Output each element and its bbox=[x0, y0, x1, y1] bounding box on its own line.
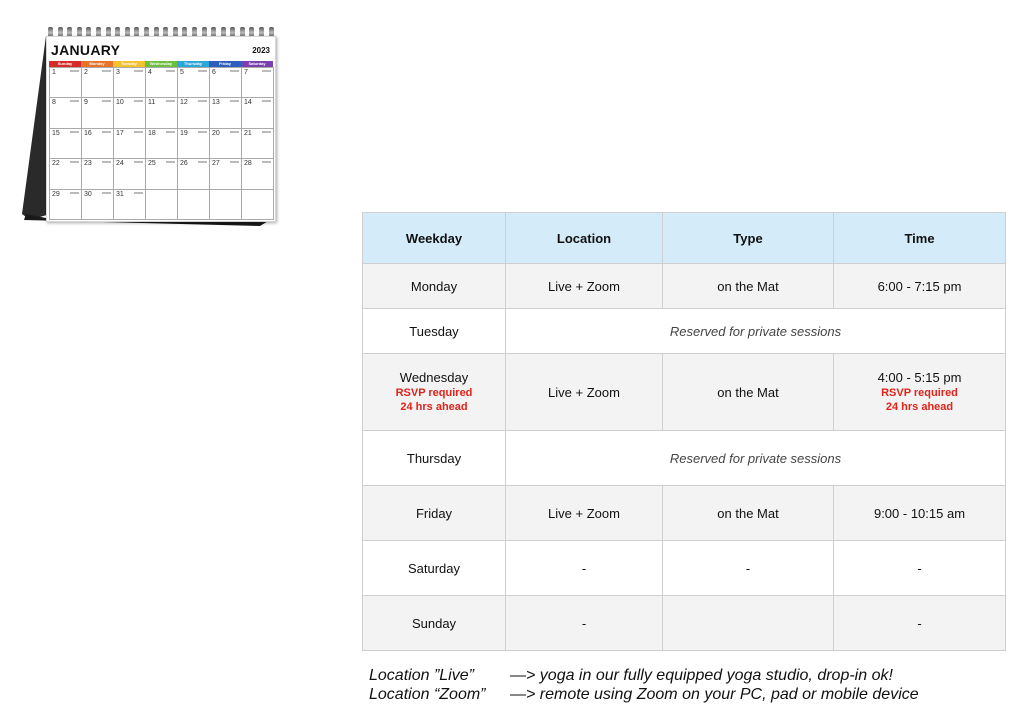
calendar-date-cell bbox=[114, 159, 146, 189]
calendar-date-number: 24 bbox=[116, 160, 124, 168]
calendar-date-cell bbox=[114, 98, 146, 128]
calendar-date-annotation bbox=[70, 70, 79, 72]
calendar-date-annotation bbox=[102, 100, 111, 102]
calendar-date-cell bbox=[82, 159, 114, 189]
table-header-row bbox=[363, 213, 1006, 264]
cell-location: Live + Zoom bbox=[506, 486, 663, 541]
cell-weekday: Friday bbox=[363, 486, 506, 541]
rsvp-lead-time: 24 hrs ahead bbox=[885, 401, 954, 413]
cell-location: - bbox=[506, 596, 663, 651]
calendar-weekday-label: Monday bbox=[81, 61, 113, 67]
calendar-date-cell bbox=[178, 68, 210, 98]
cell-weekday: Sunday bbox=[363, 596, 506, 651]
calendar-date-number: 3 bbox=[116, 69, 120, 76]
cell-location: Live + Zoom bbox=[506, 264, 663, 309]
calendar-date-cell bbox=[178, 129, 210, 159]
calendar-date-annotation bbox=[134, 100, 143, 102]
calendar-date-number: 18 bbox=[148, 129, 156, 137]
header-location: Location bbox=[506, 213, 663, 264]
cell-type: on the Mat bbox=[663, 486, 834, 541]
calendar-date-cell bbox=[114, 190, 146, 220]
calendar-date-annotation bbox=[70, 161, 79, 163]
cell-time: - bbox=[834, 596, 1006, 651]
calendar-date-cell bbox=[242, 129, 274, 159]
calendar-date-cell bbox=[242, 98, 274, 128]
calendar-date-annotation bbox=[166, 131, 175, 133]
calendar-date-annotation bbox=[134, 161, 143, 163]
time-label: 4:00 - 5:15 pm bbox=[877, 370, 962, 385]
calendar-date-annotation bbox=[102, 70, 111, 72]
header-time: Time bbox=[834, 213, 1006, 264]
calendar-date-number: 16 bbox=[84, 129, 92, 137]
calendar-date-annotation bbox=[166, 100, 175, 102]
calendar-date-cell bbox=[82, 190, 114, 220]
table-row-friday bbox=[363, 486, 1006, 541]
cell-type: on the Mat bbox=[663, 264, 834, 309]
calendar-date-cell bbox=[242, 159, 274, 189]
calendar-date-number: 2 bbox=[84, 69, 88, 76]
calendar-date-number: 6 bbox=[212, 69, 216, 76]
cell-time bbox=[834, 354, 1006, 431]
calendar-date-annotation bbox=[70, 131, 79, 133]
calendar-date-number: 9 bbox=[84, 99, 88, 107]
calendar-date-cell bbox=[242, 190, 274, 220]
calendar-date-annotation bbox=[134, 192, 143, 194]
calendar-date-number: 8 bbox=[52, 99, 56, 107]
calendar-date-annotation bbox=[262, 100, 271, 102]
calendar-weekday-label: Saturday bbox=[241, 61, 273, 67]
calendar-date-cell bbox=[50, 129, 82, 159]
calendar-date-number: 26 bbox=[180, 160, 188, 168]
calendar-date-cell bbox=[146, 129, 178, 159]
calendar-date-number: 14 bbox=[244, 99, 252, 107]
legend-term: Location ”Live” bbox=[369, 667, 474, 684]
calendar-date-cell bbox=[114, 68, 146, 98]
calendar-date-number: 30 bbox=[84, 190, 92, 198]
calendar-date-cell bbox=[146, 190, 178, 220]
calendar-date-cell bbox=[50, 190, 82, 220]
calendar-date-number: 27 bbox=[212, 160, 220, 168]
calendar-date-annotation bbox=[102, 161, 111, 163]
cell-location: Live + Zoom bbox=[506, 354, 663, 431]
cell-reserved-note: Reserved for private sessions bbox=[506, 431, 1006, 486]
cell-location: - bbox=[506, 541, 663, 596]
calendar-date-cell bbox=[178, 190, 210, 220]
calendar-month: JANUARY bbox=[51, 42, 121, 58]
calendar-date-cell bbox=[50, 98, 82, 128]
calendar-date-annotation bbox=[230, 100, 239, 102]
calendar-date-number: 21 bbox=[244, 129, 252, 137]
calendar-date-annotation bbox=[166, 70, 175, 72]
calendar-date-cell bbox=[210, 68, 242, 98]
calendar-year: 2023 bbox=[252, 46, 270, 55]
calendar-date-number: 12 bbox=[180, 99, 188, 107]
calendar-date-number: 28 bbox=[244, 160, 252, 168]
header-weekday: Weekday bbox=[363, 213, 506, 264]
legend-description: —> remote using Zoom on your PC, pad or mobile device bbox=[510, 686, 919, 703]
calendar-date-number: 4 bbox=[148, 69, 152, 76]
calendar-date-annotation bbox=[198, 70, 207, 72]
legend-row-zoom bbox=[369, 685, 1009, 704]
cell-weekday: Monday bbox=[363, 264, 506, 309]
calendar-date-annotation bbox=[102, 192, 111, 194]
calendar-date-cell bbox=[82, 68, 114, 98]
cell-type bbox=[663, 596, 834, 651]
calendar-date-cell bbox=[210, 190, 242, 220]
calendar-grid bbox=[49, 67, 274, 220]
calendar-date-number: 25 bbox=[148, 160, 156, 168]
calendar-date-number: 5 bbox=[180, 69, 184, 76]
calendar-date-annotation bbox=[262, 161, 271, 163]
calendar-date-cell bbox=[242, 68, 274, 98]
calendar-weekday-label: Wednesday bbox=[145, 61, 177, 67]
calendar-date-cell bbox=[50, 68, 82, 98]
calendar-weekday-label: Tuesday bbox=[113, 61, 145, 67]
calendar-date-cell bbox=[146, 159, 178, 189]
calendar-date-cell bbox=[210, 159, 242, 189]
desk-calendar-image bbox=[20, 14, 270, 229]
calendar-date-annotation bbox=[230, 131, 239, 133]
calendar-date-number: 19 bbox=[180, 129, 188, 137]
calendar-date-number: 31 bbox=[116, 190, 124, 198]
cell-weekday bbox=[363, 354, 506, 431]
cell-type: on the Mat bbox=[663, 354, 834, 431]
legend-term: Location “Zoom” bbox=[369, 686, 486, 703]
table-row-thursday bbox=[363, 431, 1006, 486]
calendar-date-annotation bbox=[198, 161, 207, 163]
legend-description: —> yoga in our fully equipped yoga studio, drop-in ok! bbox=[510, 667, 893, 684]
calendar-date-number: 11 bbox=[148, 99, 156, 107]
calendar-date-number: 15 bbox=[52, 129, 60, 137]
weekday-label: Wednesday bbox=[399, 370, 469, 385]
table-row-wednesday bbox=[363, 354, 1006, 431]
cell-weekday: Tuesday bbox=[363, 309, 506, 354]
rsvp-note: RSVP required bbox=[881, 387, 958, 399]
table-row-sunday bbox=[363, 596, 1006, 651]
calendar-date-annotation bbox=[134, 131, 143, 133]
location-legend bbox=[369, 666, 1009, 704]
calendar-date-annotation bbox=[166, 161, 175, 163]
calendar-date-cell bbox=[146, 98, 178, 128]
calendar-date-number: 1 bbox=[52, 69, 56, 76]
calendar-date-cell bbox=[146, 68, 178, 98]
cell-reserved-note: Reserved for private sessions bbox=[506, 309, 1006, 354]
cell-time: - bbox=[834, 541, 1006, 596]
calendar-date-number: 29 bbox=[52, 190, 60, 198]
cell-weekday: Saturday bbox=[363, 541, 506, 596]
calendar-date-number: 23 bbox=[84, 160, 92, 168]
legend-row-live bbox=[369, 666, 1009, 685]
calendar-date-cell bbox=[50, 159, 82, 189]
table-row-monday bbox=[363, 264, 1006, 309]
calendar-date-number: 17 bbox=[116, 129, 124, 137]
calendar-date-annotation bbox=[70, 100, 79, 102]
table-row-tuesday bbox=[363, 309, 1006, 354]
cell-time: 6:00 - 7:15 pm bbox=[834, 264, 1006, 309]
calendar-date-annotation bbox=[230, 161, 239, 163]
calendar-date-annotation bbox=[198, 131, 207, 133]
table-row-saturday bbox=[363, 541, 1006, 596]
calendar-date-number: 13 bbox=[212, 99, 220, 107]
class-schedule-table bbox=[362, 212, 1006, 651]
calendar-weekday-label: Thursday bbox=[177, 61, 209, 67]
calendar-date-annotation bbox=[102, 131, 111, 133]
calendar-date-cell bbox=[178, 98, 210, 128]
calendar-date-cell bbox=[210, 129, 242, 159]
calendar-date-number: 20 bbox=[212, 129, 220, 137]
calendar-weekday-label: Sunday bbox=[49, 61, 81, 67]
cell-time: 9:00 - 10:15 am bbox=[834, 486, 1006, 541]
calendar-date-cell bbox=[82, 129, 114, 159]
calendar-date-cell bbox=[82, 98, 114, 128]
rsvp-lead-time: 24 hrs ahead bbox=[400, 401, 468, 413]
cell-type: - bbox=[663, 541, 834, 596]
calendar-date-number: 7 bbox=[244, 69, 248, 76]
header-type: Type bbox=[663, 213, 834, 264]
calendar-date-number: 22 bbox=[52, 160, 60, 168]
calendar-date-annotation bbox=[262, 70, 271, 72]
calendar-date-number: 10 bbox=[116, 99, 124, 107]
calendar-date-annotation bbox=[70, 192, 79, 194]
calendar-date-cell bbox=[178, 159, 210, 189]
cell-weekday: Thursday bbox=[363, 431, 506, 486]
calendar-date-cell bbox=[210, 98, 242, 128]
calendar-date-annotation bbox=[230, 70, 239, 72]
calendar-date-cell bbox=[114, 129, 146, 159]
calendar-date-annotation bbox=[262, 131, 271, 133]
calendar-weekday-label: Friday bbox=[209, 61, 241, 67]
calendar-date-annotation bbox=[198, 100, 207, 102]
calendar-page bbox=[46, 36, 276, 222]
rsvp-note: RSVP required bbox=[395, 387, 473, 399]
calendar-date-annotation bbox=[134, 70, 143, 72]
